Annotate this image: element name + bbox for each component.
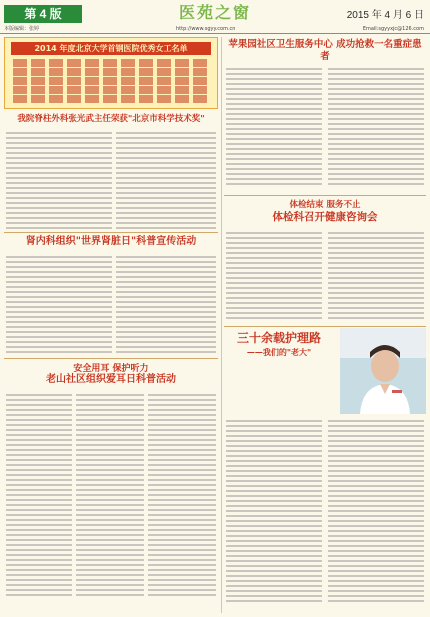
editor-credit: 本版编辑：张婷 bbox=[4, 26, 40, 32]
divider-4 bbox=[224, 326, 426, 327]
divider-1 bbox=[4, 232, 218, 233]
issue-date: 2015 年 4 月 6 日 bbox=[346, 10, 424, 21]
honor-list-box bbox=[4, 37, 218, 109]
article-3-body-col-3 bbox=[148, 394, 216, 599]
article-6-body-left bbox=[226, 420, 322, 605]
article-5-kicker: 体检结束 服务不止 bbox=[289, 200, 361, 210]
header-rule bbox=[0, 33, 430, 34]
honor-list-names bbox=[13, 59, 211, 104]
contact-email[interactable]: Email:sgyyxjc@126.com bbox=[362, 26, 424, 32]
article-4-body-right bbox=[328, 68, 424, 188]
article-1-body-right bbox=[116, 132, 216, 232]
article-1-body-left bbox=[6, 132, 112, 232]
honor-list-title: 2014 年度北京大学首钢医院优秀女工名单 bbox=[11, 42, 211, 55]
column-divider bbox=[221, 37, 222, 613]
article-1-headline: 我院脊柱外科张光武主任荣获"北京市科学技术奖" bbox=[17, 114, 205, 124]
article-6-subtitle: ——我们的"老大" bbox=[246, 347, 312, 357]
article-2-headline: 肾内科组织"世界肾脏日"科普宣传活动 bbox=[25, 236, 197, 247]
article-3-kicker: 安全用耳 保护听力 bbox=[73, 364, 149, 374]
article-4-body-left bbox=[226, 68, 322, 188]
article-3-body-col-2 bbox=[76, 394, 144, 599]
article-6-body-right bbox=[328, 420, 424, 605]
nurse-photo bbox=[340, 328, 426, 414]
article-5-body-right bbox=[328, 232, 424, 322]
article-2-body-left bbox=[6, 256, 112, 356]
article-3-headline: 老山社区组织爱耳日科普活动 bbox=[46, 374, 176, 385]
article-5-body-left bbox=[226, 232, 322, 322]
article-3-body-col-1 bbox=[6, 394, 72, 599]
divider-2 bbox=[4, 358, 218, 359]
page-header bbox=[0, 0, 430, 34]
article-5-headline: 体检科召开健康咨询会 bbox=[272, 211, 378, 223]
article-4-headline: 苹果园社区卫生服务中心 成功抢救一名重症患者 bbox=[228, 39, 422, 62]
divider-3 bbox=[224, 195, 426, 196]
article-2-body-right bbox=[116, 256, 216, 356]
site-url[interactable]: http://www.sgyy.com.cn bbox=[176, 26, 236, 32]
article-6-headline: 三十余载护理路 bbox=[236, 331, 321, 345]
column-title: 医苑之窗 bbox=[178, 3, 251, 22]
issue-badge: 第 4 版 bbox=[4, 5, 82, 23]
